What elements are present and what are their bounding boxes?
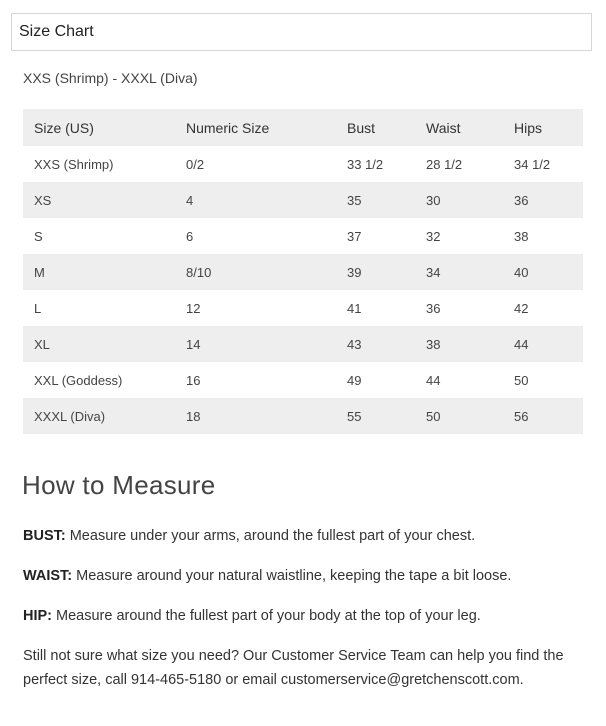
cell-waist: 28 1/2 [426, 156, 463, 172]
cell-size: XXL (Goddess) [34, 372, 123, 388]
table-row [23, 254, 583, 290]
bust-label: BUST: [23, 528, 66, 544]
cell-waist: 44 [426, 372, 441, 388]
cell-hips: 50 [514, 372, 529, 388]
cell-numeric: 14 [186, 326, 347, 362]
table-row [23, 146, 583, 182]
cell-size: L [34, 300, 42, 316]
cell-numeric: 6 [186, 228, 194, 244]
customer-service-help: Still not sure what size you need? Our Customer Service Team can help you find the perfect size, call 914-465-5180 or email customerservice@gretchenscott.com. [23, 648, 564, 688]
cell-size: XXS (Shrimp) [34, 156, 114, 172]
cell-hips: 42 [514, 300, 529, 316]
table-row [23, 362, 583, 398]
cell-bust: 35 [347, 182, 426, 218]
header-numeric-size: Numeric Size [186, 109, 347, 146]
waist-instruction [23, 564, 588, 588]
cell-waist: 36 [426, 300, 441, 316]
header-size-us: Size (US) [23, 109, 186, 146]
cell-size: S [34, 228, 43, 244]
cell-bust: 55 [347, 398, 426, 434]
hip-text: Measure around the fullest part of your body at the top of your leg. [52, 608, 481, 624]
table-row [23, 326, 583, 362]
cell-hips: 34 1/2 [514, 156, 551, 172]
cell-hips: 38 [514, 228, 529, 244]
waist-label: WAIST: [23, 568, 73, 584]
cell-numeric: 12 [186, 300, 201, 316]
bust-instruction [23, 524, 588, 548]
cell-bust: 43 [347, 326, 426, 362]
size-chart-title-text: Size Chart [19, 23, 94, 40]
cell-hips: 36 [514, 182, 583, 218]
table-row [23, 182, 583, 218]
cell-bust: 39 [347, 254, 426, 290]
how-to-measure-heading: How to Measure [22, 470, 216, 500]
table-row [23, 398, 583, 434]
cell-waist: 30 [426, 182, 514, 218]
cell-size: XXXL (Diva) [23, 398, 186, 434]
cell-waist: 32 [426, 228, 441, 244]
cell-bust: 33 1/2 [347, 156, 384, 172]
cell-hips: 40 [514, 254, 583, 290]
hip-label: HIP: [23, 608, 52, 624]
cell-waist: 34 [426, 254, 514, 290]
table-row [23, 218, 583, 254]
header-hips: Hips [514, 109, 583, 146]
size-table [23, 109, 583, 434]
cell-bust: 49 [347, 372, 362, 388]
cell-hips: 56 [514, 398, 583, 434]
hip-instruction [23, 604, 588, 628]
cell-numeric: 18 [186, 398, 347, 434]
waist-text: Measure around your natural waistline, keeping the tape a bit loose. [72, 568, 512, 584]
header-bust: Bust [347, 109, 426, 146]
header-waist: Waist [426, 109, 514, 146]
bust-text: Measure under your arms, around the fullest part of your chest. [65, 528, 476, 544]
cell-waist: 50 [426, 398, 514, 434]
cell-waist: 38 [426, 326, 514, 362]
cell-numeric: 8/10 [186, 254, 347, 290]
cell-size: XL [23, 326, 186, 362]
cell-bust: 41 [347, 300, 362, 316]
cell-numeric: 4 [186, 182, 347, 218]
size-chart-title[interactable] [11, 13, 592, 51]
cell-numeric: 16 [186, 372, 201, 388]
size-range-subtitle: XXS (Shrimp) - XXXL (Diva) [23, 70, 198, 86]
cell-size: XS [23, 182, 186, 218]
table-row [23, 290, 583, 326]
cell-size: M [23, 254, 186, 290]
cell-hips: 44 [514, 326, 583, 362]
cell-bust: 37 [347, 228, 362, 244]
table-header-row [23, 109, 583, 146]
cell-numeric: 0/2 [186, 156, 205, 172]
